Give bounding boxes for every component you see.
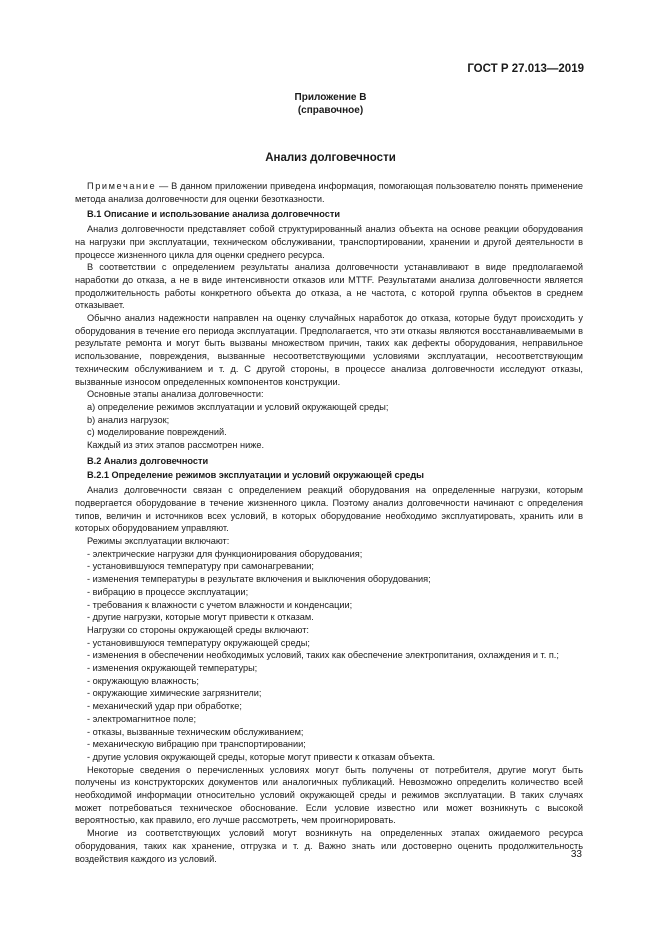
env-item: - электромагнитное поле; [87,713,197,724]
mode-item: - вибрацию в процессе эксплуатации; [87,586,249,597]
env-item: - отказы, вызванные техническим обслуживанием; [87,726,304,737]
mode-item: - установившуюся температуру при самонагревании; [87,561,314,572]
stage-item: c) моделирование повреждений. [87,427,227,438]
note-label: Примечание [87,181,157,191]
b1-paragraph-3: Обычно анализ надежности направлен на оценку случайных наработок до отказа, которые будут происходить у оборудования в течение его периода эксплуатации. Предполагается, что эти отказы являются восстанавливаемыми в результате ремонта и могут быть вызваны множеством причин, таких как дефекты оборудования, неправильное использование, повреждения, вызванные несоответствующими условиями эксплуатации, несоответствующим техническим обслуживанием и т. д. С другой стороны, в процессе анализа долговечности исследуют отказы, вызванные износом определенных компонентов конструкции. [75,313,583,387]
env-item: - механический удар при обработке; [87,701,242,712]
b1-paragraph-2: В соответствии с определением результаты анализа долговечности устанавливают в виде предполагаемой наработки до отказа, а не в виде интенсивности отказов или MTTF. Результатами анализа долговечности является продолжительность работы конкретного объекта до отказа, а не частота, с которой группа объектов в среднем отказывает. [75,262,583,311]
note-text: — В данном приложении приведена информация, помогающая пользователю понять применение метода анализа долговечности для оценки безотказности. [75,181,583,204]
b2-heading: В.2 Анализ долговечности [87,455,209,466]
standard-number: ГОСТ Р 27.013—2019 [467,63,584,75]
b2-paragraph-1: Анализ долговечности связан с определением реакций оборудования на определенные нагрузки, которым подвергается оборудование в течение жизненного цикла. Поэтому анализ долговечности начинают с определения типов, величин и источников всех условий, в которых оборудование необходимо эксплуатировать, хранить или в которых оборудованием управляют. [75,485,583,534]
b2-1-heading: В.2.1 Определение режимов эксплуатации и условий окружающей среды [87,470,425,481]
b1-heading: В.1 Описание и использование анализа долговечности [87,209,340,220]
mode-item: - электрические нагрузки для функционирования оборудования; [87,548,363,559]
page-number: 33 [570,849,582,860]
env-item: - окружающую влажность; [87,675,199,686]
env-item: - окружающие химические загрязнители; [87,688,262,699]
stage-item: a) определение режимов эксплуатации и условий окружающей среды; [87,401,389,412]
env-intro: Нагрузки со стороны окружающей среды включают: [87,624,309,635]
env-item: - изменения в обеспечении необходимых условий, таких как обеспечение электропитания, охлаждения и т. п.; [87,650,559,661]
modes-intro: Режимы эксплуатации включают: [87,535,230,546]
b2-paragraph-2: Некоторые сведения о перечисленных условиях могут быть получены от потребителя, другие могут быть получены из конструкторских документов или аналогичных публикаций. Невозможно определить количество всей необходимой информации относительно условий окружающей среды и режимов эксплуатации. В таких случаях может потребоваться техническое обоснование. Если условие известно или может возникнуть с высокой вероятностью, как правило, его лучше рассмотреть, чем проигнорировать. [75,764,583,826]
appendix-title: Приложение В [294,92,367,103]
env-item: - механическую вибрацию при транспортировании; [87,739,306,750]
section-title: Анализ долговечности [265,152,396,164]
mode-item: - другие нагрузки, которые могут привести к отказам. [87,612,314,623]
env-item: - установившуюся температуру окружающей среды; [87,637,310,648]
note-paragraph [75,180,583,205]
stages-intro: Основные этапы анализа долговечности: [87,389,264,400]
mode-item: - требования к влажности с учетом влажности и конденсации; [87,599,353,610]
appendix-subtitle: (справочное) [297,105,364,116]
stages-outro: Каждый из этих этапов рассмотрен ниже. [87,440,265,451]
document-body [75,180,583,865]
stage-item: b) анализ нагрузок; [87,414,170,425]
b2-paragraph-3: Многие из соответствующих условий могут возникнуть на определенных этапах ожидаемого ресурса оборудования, таких как хранение, отгрузка и т. д. Важно знать или достоверно оценить продолжительность воздействия каждого из условий. [75,828,583,864]
env-item: - другие условия окружающей среды, которые могут привести к отказам объекта. [87,751,436,762]
env-item: - изменения окружающей температуры; [87,663,258,674]
appendix-heading [0,91,661,117]
mode-item: - изменения температуры в результате включения и выключения оборудования; [87,574,431,585]
b1-paragraph-1: Анализ долговечности представляет собой структурированный анализ объекта на основе реакции оборудования на нагрузки при эксплуатации, техническом обслуживании, транспортировании, хранении и другой деятельности в процессе жизненного цикла для оценки среднего ресурса. [75,224,583,260]
